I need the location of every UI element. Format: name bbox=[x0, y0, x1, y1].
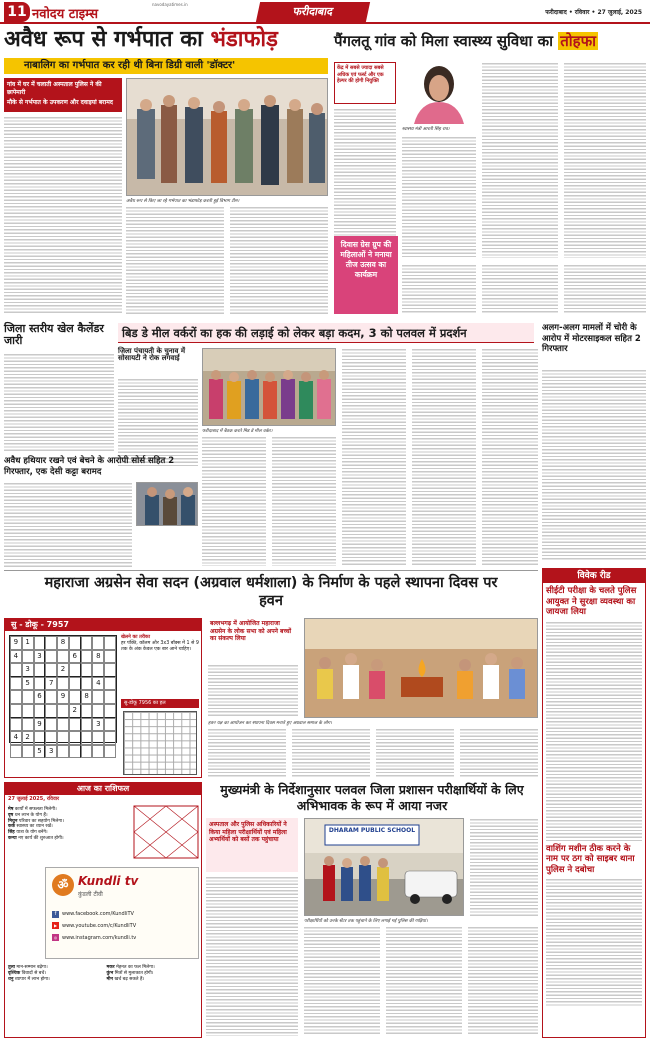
sudoku-cell[interactable] bbox=[104, 690, 116, 704]
agrasen-headline: महाराजा अग्रसेन सेवा सदन (अग्रवाल धर्मशाला) के निर्माण के पहले स्थापना दिवस पर हवन bbox=[44, 575, 498, 609]
sign-entry bbox=[8, 977, 102, 983]
agrasen-body-col1 bbox=[208, 664, 298, 718]
sudoku-cell[interactable] bbox=[92, 636, 104, 650]
village-headline-accent: तोहफा bbox=[560, 32, 597, 50]
sudoku-cell[interactable] bbox=[34, 677, 46, 691]
sign-text: यात्रा के योग बनेंगे। bbox=[16, 830, 48, 836]
sudoku-cell[interactable] bbox=[22, 704, 34, 718]
weapons-headline: अवैध हथियार रखने एवं बेचने के आरोपी सोर्स सहित 2 गिरफ्तार, एक देसी कट्टा बरामद bbox=[4, 456, 175, 477]
sign-name: मिथुन bbox=[8, 818, 18, 824]
panchayat-headline: जिला पंचायती के चुनाव में सोसायटी ने रोक लगवाई bbox=[118, 347, 186, 363]
weapons-photo-image bbox=[137, 483, 198, 526]
sudoku-cell[interactable] bbox=[10, 704, 22, 718]
school-sign: DHARAM PUBLIC SCHOOL bbox=[328, 827, 416, 834]
abortion-body-col3 bbox=[230, 206, 328, 314]
sudoku-cell[interactable]: 9 bbox=[10, 636, 22, 650]
vivek-read-headline: सीईटी परीक्षा के चलते पुलिस आयुक्त ने सुरक्षा व्यवस्था का जायजा लिया bbox=[546, 586, 637, 617]
teej-box bbox=[334, 236, 398, 314]
protest-body-col2 bbox=[272, 436, 336, 566]
sign-text: खर्च बढ़ सकते हैं। bbox=[114, 976, 145, 982]
kundli-link-facebook[interactable] bbox=[52, 908, 196, 920]
sudoku-title: सु - डोकू - 7957 bbox=[5, 619, 201, 631]
sudoku-cell[interactable] bbox=[92, 745, 104, 759]
cm-kicker-box bbox=[206, 818, 298, 872]
sudoku-cell[interactable]: 2 bbox=[57, 663, 69, 677]
kundli-link-text: www.instagram.com/kundli.tv bbox=[62, 935, 137, 941]
vivek-read-headline2: वाशिंग मशीन ठीक करने के नाम पर ठग को साइबर थाना पुलिस ने दबोचा bbox=[546, 843, 635, 875]
sudoku-cell[interactable] bbox=[92, 704, 104, 718]
facebook-icon: f bbox=[52, 911, 59, 918]
weapons-body bbox=[4, 482, 132, 568]
sign-name: मेष bbox=[8, 807, 14, 812]
cm-body-col5 bbox=[468, 926, 538, 1036]
sudoku-cell[interactable] bbox=[81, 745, 93, 759]
village-body-col3 bbox=[482, 62, 558, 258]
abortion-body-col2 bbox=[126, 206, 224, 314]
kundli-chart-icon bbox=[133, 805, 199, 859]
sudoku-cell[interactable]: 2 bbox=[69, 704, 81, 718]
teej-body-col3 bbox=[564, 264, 646, 314]
sudoku-cell[interactable]: 4 bbox=[10, 731, 22, 745]
village-body-col2 bbox=[402, 136, 476, 258]
sports-body bbox=[4, 353, 114, 453]
weapons-photo bbox=[136, 482, 198, 526]
protest-body-col4 bbox=[412, 348, 476, 566]
sudoku-cell[interactable] bbox=[45, 650, 57, 664]
instagram-icon: ◎ bbox=[53, 935, 58, 940]
sign-text: नए कार्य की शुरुआत होगी। bbox=[18, 835, 64, 841]
sudoku-cell[interactable] bbox=[92, 731, 104, 745]
sign-text: कार्यों में सफलता मिलेगी। bbox=[14, 807, 57, 812]
sudoku-cell[interactable] bbox=[10, 745, 22, 759]
horoscope-box bbox=[4, 782, 202, 1038]
sudoku-cell[interactable]: 8 bbox=[92, 650, 104, 664]
sudoku-cell[interactable]: 5 bbox=[22, 677, 34, 691]
panchayat-story bbox=[118, 348, 198, 468]
sudoku-rules-text: हर पंक्ति, कॉलम और 3x3 बॉक्स में 1 से 9 तक के अंक केवल एक बार आने चाहिए। bbox=[121, 641, 199, 652]
village-kicker-box bbox=[334, 62, 396, 104]
cm-body-col4 bbox=[386, 926, 462, 1036]
sudoku-cell[interactable] bbox=[104, 650, 116, 664]
sudoku-cell[interactable] bbox=[57, 718, 69, 732]
sudoku-cell[interactable] bbox=[10, 690, 22, 704]
village-photo bbox=[402, 62, 476, 124]
horoscope-date: 27 जुलाई 2025, रविवार bbox=[8, 796, 60, 802]
sudoku-cell[interactable] bbox=[57, 745, 69, 759]
abortion-photo-caption: अवैध रूप से किए जा रहे गर्भपात का भंडाफोड़ करती हुई विभाग टीम। bbox=[126, 199, 240, 204]
sudoku-cell[interactable] bbox=[69, 663, 81, 677]
sign-text: मित्रों से मुलाकात होगी। bbox=[114, 970, 154, 976]
weapons-story bbox=[4, 456, 198, 568]
sudoku-cell[interactable]: 6 bbox=[34, 690, 46, 704]
sudoku-cell[interactable] bbox=[45, 636, 57, 650]
sign-name: कुंभ bbox=[106, 970, 114, 976]
sudoku-prev-title: सु-डोकू 7956 का हल bbox=[121, 699, 199, 708]
vivek-read bbox=[542, 568, 646, 1038]
bid-protest-headline: बिड डे मील वर्करों का हक की लड़ाई को लेकर बड़ा कदम, 3 को पलवल में प्रदर्शन bbox=[118, 323, 534, 343]
sudoku-cell[interactable] bbox=[104, 718, 116, 732]
sudoku-cell[interactable]: 3 bbox=[22, 663, 34, 677]
abortion-bullet: मौके से गर्भपात के उपकरण और दवाइयां बरामद bbox=[7, 99, 113, 106]
sudoku-cell[interactable] bbox=[81, 731, 93, 745]
cm-photo-caption: परीक्षार्थियों को उनके सेंटर तक पहुंचाने के लिए लगाई गई पुलिस की गाड़ियां। bbox=[304, 919, 428, 924]
story-village bbox=[334, 28, 646, 318]
sudoku-box bbox=[4, 618, 202, 778]
abortion-headline bbox=[4, 28, 328, 51]
agrasen-kicker: बल्लभगढ़ में आयोजित महाराजा अग्रसेन के लोक सभा को अपने बच्चों का संकल्प लिया bbox=[210, 620, 292, 642]
sudoku-cell[interactable]: 3 bbox=[34, 650, 46, 664]
kundli-link-text: www.facebook.com/KundliTV bbox=[62, 911, 134, 917]
vivek-read-body2 bbox=[546, 878, 642, 1006]
abortion-subhead: नाबालिग का गर्भपात कर रही थी बिना डिग्री वाली 'डॉक्टर' bbox=[4, 58, 328, 74]
sudoku-cell[interactable]: 8 bbox=[81, 690, 93, 704]
sign-text: मेहनत का फल मिलेगा। bbox=[116, 965, 155, 970]
sudoku-cell[interactable] bbox=[69, 731, 81, 745]
agrasen-body-col2 bbox=[208, 728, 286, 778]
horoscope-signs bbox=[8, 807, 130, 842]
sudoku-cell[interactable] bbox=[45, 690, 57, 704]
abortion-photo bbox=[126, 78, 328, 196]
dateline: फरीदाबाद • रविवार • 27 जुलाई, 2025 bbox=[545, 9, 642, 16]
sudoku-cell[interactable] bbox=[22, 745, 34, 759]
sudoku-cell[interactable] bbox=[57, 677, 69, 691]
youtube-icon: ▶ bbox=[53, 923, 58, 928]
sudoku-rules bbox=[121, 635, 199, 695]
abortion-body-col1 bbox=[4, 116, 122, 314]
sudoku-cell[interactable] bbox=[22, 650, 34, 664]
protest-photo-image bbox=[203, 349, 336, 426]
sudoku-cell[interactable] bbox=[45, 663, 57, 677]
protest-photo bbox=[202, 348, 336, 426]
kundli-logo-icon: ॐ bbox=[52, 874, 74, 896]
sign-name: वृष bbox=[8, 812, 14, 818]
sudoku-cell[interactable] bbox=[92, 690, 104, 704]
sudoku-cell[interactable] bbox=[34, 731, 46, 745]
sudoku-cell[interactable] bbox=[69, 677, 81, 691]
sudoku-cell[interactable] bbox=[69, 690, 81, 704]
cm-photo bbox=[304, 818, 464, 916]
sudoku-cell[interactable]: 5 bbox=[34, 745, 46, 759]
agrasen-body-col5 bbox=[460, 728, 538, 778]
kundli-links bbox=[52, 908, 196, 944]
sudoku-cell[interactable] bbox=[22, 718, 34, 732]
story-abortion bbox=[4, 28, 328, 318]
sudoku-cell[interactable] bbox=[81, 677, 93, 691]
sudoku-cell[interactable]: 9 bbox=[34, 718, 46, 732]
sudoku-cell[interactable] bbox=[81, 704, 93, 718]
sudoku-cell[interactable] bbox=[104, 731, 116, 745]
sudoku-cell[interactable]: 4 bbox=[92, 677, 104, 691]
masthead bbox=[0, 0, 650, 24]
abortion-bullets-box bbox=[4, 78, 122, 112]
cm-body-col3 bbox=[304, 926, 380, 1036]
sudoku-cell[interactable]: 3 bbox=[45, 745, 57, 759]
protest-photo-caption: फरीदाबाद में बैठक करते मिड डे मील वर्कर। bbox=[202, 429, 273, 434]
agrasen-photo-caption: हवन यज्ञ का आयोजन कर स्थापना दिवस मनाते हुए अग्रवाल समाज के लोग। bbox=[208, 721, 332, 726]
sudoku-cell[interactable] bbox=[57, 731, 69, 745]
sign-name: वृश्चिक bbox=[8, 970, 21, 976]
kundli-link-instagram[interactable] bbox=[52, 932, 196, 944]
sudoku-cell[interactable] bbox=[45, 731, 57, 745]
horoscope-chart bbox=[133, 805, 199, 859]
cm-body-col2 bbox=[470, 818, 538, 918]
vivek-read-label: विवेक रीड bbox=[543, 569, 645, 583]
sign-text: धन लाभ के योग हैं। bbox=[14, 812, 48, 818]
protest-body-col5 bbox=[482, 348, 538, 566]
sudoku-cell[interactable] bbox=[34, 663, 46, 677]
sudoku-cell[interactable] bbox=[69, 718, 81, 732]
sign-name: मीन bbox=[106, 976, 113, 982]
sudoku-cell[interactable] bbox=[104, 636, 116, 650]
cm-story bbox=[206, 782, 538, 1038]
sudoku-cell[interactable]: 2 bbox=[22, 731, 34, 745]
sudoku-cell[interactable] bbox=[104, 704, 116, 718]
kundli-link-youtube[interactable] bbox=[52, 920, 196, 932]
sign-entry bbox=[107, 977, 201, 983]
abortion-headline-text: अवैध रूप से गर्भपात का bbox=[4, 27, 211, 52]
protest-body-col1 bbox=[202, 436, 266, 566]
kundli-ad[interactable] bbox=[45, 867, 199, 959]
sudoku-cell[interactable] bbox=[69, 636, 81, 650]
sudoku-cell[interactable] bbox=[10, 677, 22, 691]
theft-body bbox=[542, 369, 646, 561]
sudoku-cell[interactable] bbox=[81, 650, 93, 664]
sign-name: तुला bbox=[8, 965, 15, 970]
panchayat-body bbox=[118, 378, 198, 468]
horoscope-signs-2 bbox=[8, 965, 200, 982]
sign-text: मान-सम्मान बढ़ेगा। bbox=[16, 965, 48, 970]
section-divider bbox=[4, 570, 538, 571]
village-body-col4 bbox=[564, 62, 646, 258]
theft-headline: अलग-अलग मामलों में चोरी के आरोप में मोटरसाइकल सहित 2 गिरफ्तार bbox=[542, 323, 641, 354]
sudoku-cell[interactable]: 9 bbox=[57, 690, 69, 704]
abortion-bullet: गांव में घर में चलाती अस्पताल पुलिस ने की छापेमारी bbox=[7, 81, 102, 96]
sudoku-cell[interactable]: 7 bbox=[45, 677, 57, 691]
teej-body-col1 bbox=[402, 264, 476, 314]
agrasen-photo bbox=[304, 618, 538, 718]
agrasen-kicker-box bbox=[208, 618, 298, 660]
sign-text: परिवार का सहयोग मिलेगा। bbox=[18, 818, 64, 824]
sudoku-cell[interactable] bbox=[81, 663, 93, 677]
agrasen-body-col3 bbox=[292, 728, 370, 778]
sudoku-rules-heading: खेलने का तरीका bbox=[121, 635, 150, 640]
sign-name: धनु bbox=[8, 976, 14, 982]
sudoku-cell[interactable] bbox=[57, 650, 69, 664]
cm-body-col1 bbox=[206, 876, 298, 1036]
sudoku-cell[interactable] bbox=[10, 663, 22, 677]
sudoku-cell[interactable]: 6 bbox=[69, 650, 81, 664]
sudoku-cell[interactable] bbox=[57, 704, 69, 718]
paper-name: नवोदय टाइम्स bbox=[32, 7, 99, 22]
sudoku-cell[interactable] bbox=[81, 636, 93, 650]
village-headline-text: पैंगलतू गांव को मिला स्वास्थ्य सुविधा का bbox=[334, 32, 559, 50]
teej-body-col2 bbox=[482, 264, 558, 314]
sudoku-cell[interactable] bbox=[92, 663, 104, 677]
abortion-photo-image bbox=[127, 79, 328, 196]
kundli-brand: Kundli tv bbox=[78, 874, 139, 888]
sign-name: मकर bbox=[106, 965, 115, 970]
sign-name: कन्या bbox=[8, 835, 17, 841]
sports-headline: जिला स्तरीय खेल कैलेंडर जारी bbox=[4, 322, 104, 347]
sudoku-grid bbox=[9, 635, 117, 755]
sign-text: स्वास्थ्य का ध्यान रखें। bbox=[16, 824, 53, 830]
sudoku-cell[interactable] bbox=[45, 704, 57, 718]
theft-brief bbox=[542, 323, 646, 563]
sudoku-prev-grid bbox=[123, 711, 197, 775]
city-tab: फरीदाबाद bbox=[256, 2, 370, 22]
cm-kicker: अस्पताल और पुलिस अधिकारियों ने किया महिला परीक्षार्थियों एवं महिला अभ्यर्थियों को बसों तक पहुंचाया bbox=[209, 821, 287, 843]
sudoku-cell[interactable] bbox=[34, 704, 46, 718]
village-photo-caption: स्वास्थ्य मंत्री आरती सिंह राव। bbox=[402, 127, 450, 132]
sudoku-cell[interactable] bbox=[104, 677, 116, 691]
sudoku-cell[interactable] bbox=[45, 718, 57, 732]
sudoku-cell[interactable]: 3 bbox=[92, 718, 104, 732]
sports-story bbox=[4, 323, 114, 453]
sudoku-cell[interactable] bbox=[69, 745, 81, 759]
village-headline bbox=[334, 34, 646, 50]
sudoku-cell[interactable]: 1 bbox=[22, 636, 34, 650]
teej-text: दिवास ग्रेस ग्रुप की महिलाओं ने मनाया तीज उत्सव का कार्यक्रम bbox=[340, 240, 392, 279]
kundli-link-text: www.youtube.com/c/KundliTV bbox=[62, 923, 137, 929]
sudoku-cell[interactable] bbox=[34, 636, 46, 650]
sudoku-cell[interactable]: 4 bbox=[10, 650, 22, 664]
kundli-tagline: कुंडली टीवी bbox=[78, 891, 103, 898]
village-kicker: केंद्र में सबसे ज्यादा सबसे अधिक एवं फर्स्ट और एक हेल्पर की होगी नियुक्ति bbox=[337, 65, 384, 84]
sudoku-cell[interactable] bbox=[104, 663, 116, 677]
havan-photo-image bbox=[305, 619, 538, 718]
sudoku-cell[interactable] bbox=[22, 690, 34, 704]
sudoku-cell[interactable] bbox=[104, 745, 116, 759]
cm-headline: मुख्यमंत्री के निर्देशानुसार पलवल जिला प्रशासन परीक्षार्थियों के लिए अभिभावक के रूप में आया नजर bbox=[220, 782, 524, 813]
site-tag: navodayatimes.in bbox=[152, 2, 188, 7]
sudoku-cell[interactable] bbox=[10, 718, 22, 732]
sign-entry bbox=[8, 836, 130, 842]
minister-photo-image bbox=[402, 62, 476, 124]
horoscope-title: आज का राशिफल bbox=[5, 783, 201, 795]
vivek-read-body bbox=[546, 621, 642, 841]
sudoku-cell[interactable] bbox=[81, 718, 93, 732]
agrasen-body-col4 bbox=[376, 728, 454, 778]
page-number: 11 bbox=[4, 2, 30, 22]
abortion-headline-accent: भंडाफोड़ bbox=[210, 27, 278, 52]
sign-name: कर्क bbox=[8, 824, 16, 830]
protest-body-col3 bbox=[342, 348, 406, 566]
sign-text: विवादों से बचें। bbox=[21, 970, 47, 976]
sign-text: व्यापार में लाभ होगा। bbox=[14, 976, 50, 982]
sudoku-cell[interactable]: 8 bbox=[57, 636, 69, 650]
sign-name: सिंह bbox=[8, 830, 15, 836]
